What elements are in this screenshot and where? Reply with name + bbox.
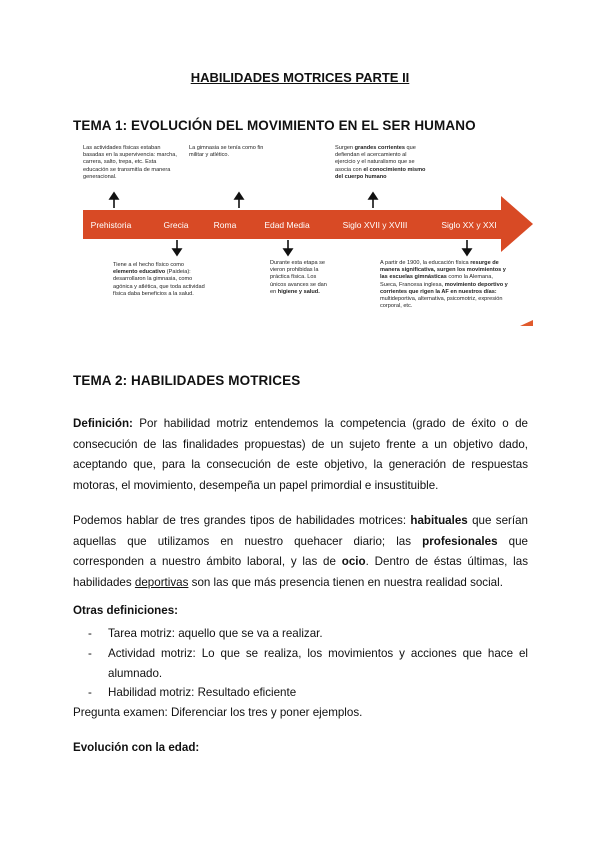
note-siglo-xx-text-1: A partir de 1900, la educación física	[380, 260, 469, 266]
note-siglo-xx	[380, 260, 508, 310]
definicion-label: Definición:	[73, 417, 133, 430]
note-siglo-xvii-text-1: Surgen	[335, 145, 354, 151]
timeline-label-siglo-xvii: Siglo XVII y XVIII	[342, 220, 408, 230]
otras-definiciones-heading: Otras definiciones:	[73, 604, 179, 617]
timeline-label-grecia: Grecia	[163, 220, 189, 230]
list-item-text: Habilidad motriz: Resultado eficiente	[108, 686, 297, 699]
note-siglo-xx-text-3: multideportiva, alternativa, psicomotriz, expresión corporal, etc.	[380, 296, 503, 310]
list-item	[88, 683, 528, 703]
note-edad-media-text: Durante esta etapa se vieron prohibidas la práctica física. Los únicos avances se dan en	[270, 260, 327, 295]
list-dash: -	[88, 686, 92, 699]
list-item	[88, 624, 528, 644]
tipos-deportivas: deportivas	[134, 575, 189, 589]
timeline-label-siglo-xx: Siglo XX y XXI	[441, 220, 497, 230]
document-title: HABILIDADES MOTRICES PARTE II	[190, 70, 410, 85]
timeline-label-roma: Roma	[213, 220, 237, 230]
timeline-label-prehistoria: Prehistoria	[90, 220, 132, 230]
note-roma: La gimnasia se tenía como fin militar y atlético.	[189, 145, 264, 159]
tipos-paragraph	[73, 511, 528, 593]
note-grecia-bold: elemento educativo	[113, 269, 166, 276]
tipos-text-4: . Dentro de éstas últimas, las habilidades	[73, 555, 528, 589]
pregunta-examen: Pregunta examen: Diferenciar los tres y poner ejemplos.	[73, 706, 363, 719]
note-grecia	[113, 262, 205, 298]
tema2-heading: TEMA 2: HABILIDADES MOTRICES	[73, 373, 301, 388]
definicion-text: Por habilidad motriz entendemos la competencia (grado de éxito o de consecución de las finalidades propuestas) de un sujeto frente a un objetivo dado, aceptando que, para la consecución de este objetivo, la generación de respuestas motoras, el movimiento, desempeña un papel primordial e insustituible.	[73, 417, 528, 492]
tipos-text-5: son las que más presencia tienen en nuestra realidad social.	[191, 575, 503, 589]
tema1-heading: TEMA 1: EVOLUCIÓN DEL MOVIMIENTO EN EL SER HUMANO	[73, 118, 476, 133]
note-edad-media-bold: higiene y salud.	[277, 288, 320, 295]
decorative-corner-mark	[520, 320, 533, 326]
note-siglo-xvii	[335, 145, 427, 181]
arrow-down-siglo-xx-head	[463, 249, 471, 255]
note-grecia-text-1: Tiene a el hecho físico como	[113, 262, 184, 268]
note-siglo-xx-text-2: como la Alemana, Sueca, Francesa inglesa,	[380, 274, 493, 288]
arrow-down-edad-media-head	[284, 249, 292, 255]
note-siglo-xx-bold-2: movimiento deportivo y corrientes que rigen la AF en nuestros días:	[380, 281, 508, 295]
arrow-up-prehistoria-head	[110, 193, 118, 199]
note-siglo-xvii-bold-2: el conocimiento mismo del cuerpo humano	[335, 166, 426, 180]
list-dash: -	[88, 627, 92, 640]
tipos-profesionales: profesionales	[422, 534, 498, 548]
tipos-text-3: que corresponden a nuestro ámbito laboral, y las de	[73, 534, 528, 568]
note-prehistoria: Las actividades físicas estaban basadas en la supervivencia: marcha, carrera, salto, trepa, etc. Esta educación se transmitía de manera generacional.	[83, 145, 177, 180]
list-item-text: Tarea motriz: aquello que se va a realizar.	[108, 627, 323, 640]
tipos-habituales: habituales	[410, 514, 468, 527]
note-edad-media	[270, 260, 330, 296]
definicion-paragraph	[73, 414, 528, 496]
timeline-arrowhead	[501, 196, 533, 252]
note-grecia-text-2: (Paideia): desarrollaron la gimnasia, como agónica y atlética, que toda actividad física daba beneficios a la salud.	[113, 269, 205, 297]
note-siglo-xvii-bold-1: grandes corrientes	[354, 145, 405, 151]
tipos-text-2: que serían aquellas que utilizamos en nuestro quehacer diario; las	[73, 514, 528, 548]
list-dash: -	[88, 647, 92, 660]
timeline-figure	[63, 140, 538, 330]
arrow-up-roma-head	[235, 193, 243, 199]
tipos-ocio: ocio	[341, 555, 366, 568]
arrow-down-grecia-head	[173, 249, 181, 255]
note-siglo-xx-bold-1: resurge de manera significativa, surgen los movimientos y las escuelas gimnásticas	[380, 260, 506, 281]
arrow-up-siglo-xvii-head	[369, 193, 377, 199]
tipos-text-1: Podemos hablar de tres grandes tipos de habilidades motrices:	[73, 514, 407, 527]
evolucion-heading: Evolución con la edad:	[73, 741, 200, 754]
list-item-text: Actividad motriz: Lo que se realiza, los movimientos y acciones que hace el alumnado.	[108, 647, 528, 680]
timeline-label-edad-media: Edad Media	[264, 220, 310, 230]
note-siglo-xvii-text-2: que defiendan el acercamiento al ejercicio y el naturalismo que se asocia con	[335, 145, 416, 173]
list-item	[88, 644, 528, 684]
